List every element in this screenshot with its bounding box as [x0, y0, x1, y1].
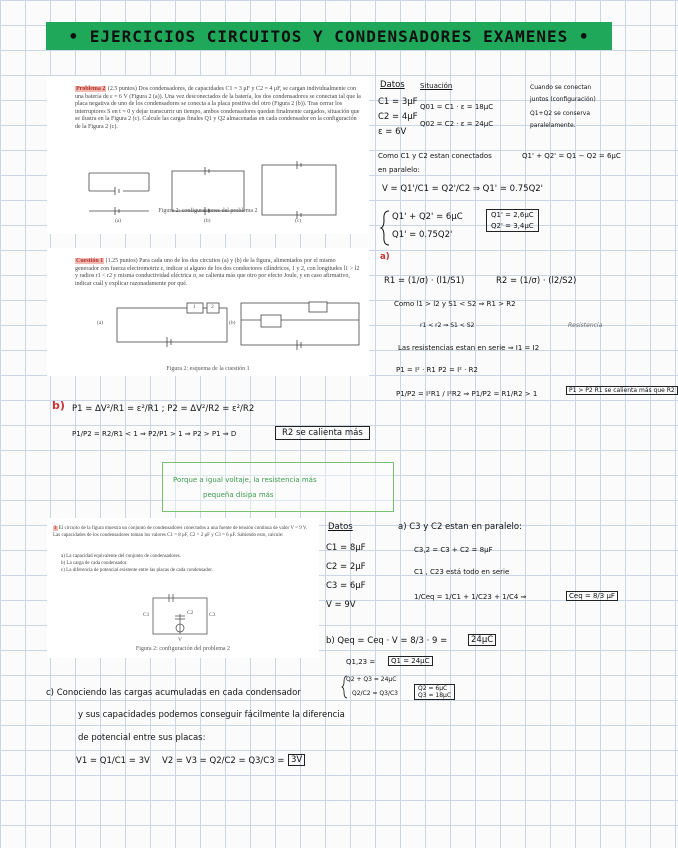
cap-label-c1: C1: [143, 612, 150, 618]
cap-label-c2: C2: [187, 610, 194, 616]
c1-compare: [394, 300, 516, 308]
situacion-q1: Q01 = C1 · ε = 18μC: [420, 103, 494, 111]
p3-a-line-1: a) C3 y C2 estan en paralelo:: [398, 522, 522, 532]
problem-2-caption: Figura 2: configuraciones del problema 2: [158, 208, 258, 214]
p3-b-line-1: b) Qeq = Ceq · V = 8/3 · 9 =: [326, 636, 448, 646]
c1-b-eq-2: P1/P2 = R2/R1 < 1 ⇒ P2/P1 > 1 ⇒ P2 > P1 ⇒ D: [72, 430, 237, 438]
p3-c-eq-2: V2 = V3 = Q2/C2 = Q3/C3 =: [162, 756, 285, 766]
p3-c-box: 3V: [288, 754, 305, 766]
datos-emf: ε = 6V: [378, 127, 407, 137]
p3-c-eq-1: V1 = Q1/C1 = 3V: [76, 756, 150, 766]
p3-c-line-2: y sus capacidades podemos conseguir fácilmente la diferencia: [78, 710, 345, 720]
datos-p3-c3: C3 = 6μF: [326, 581, 366, 591]
p3-c-line-3: de potencial entre sus placas:: [78, 733, 206, 743]
page-title: • EJERCICIOS CIRCUITOS Y CONDENSADORES EXAMENES •: [46, 22, 612, 50]
problem-3-text: El circuito de la figura muestra un conjunto de condensadores conectados a una fuente de tensión continua de valor V = 9 V. Las capacidades de los condensadores toman los valores C1 = 8 μF, C2 = 2 μF y C3 = 6 μF. Sabiendo esto, calcule:: [53, 526, 308, 538]
situacion-q2: Q02 = C2 · ε = 24μC: [420, 120, 494, 128]
datos-title-p2: Datos: [380, 80, 405, 90]
c1-ratio: P1/P2 = I²R1 / I²R2 ⇒ P1/P2 = R1/R2 > 1: [396, 390, 538, 398]
p2-sys-2: Q1' = 0.75Q2': [392, 230, 453, 240]
green-note-line-1: Porque a igual voltaje, la resistencia más: [173, 476, 317, 484]
problem-3-item-b: b) La carga de cada condensador.: [61, 561, 128, 566]
datos-p3-c2: C2 = 2μF: [326, 562, 366, 572]
datos-p3-c1: C1 = 8μF: [326, 543, 366, 553]
cuestion-1-clipping: [47, 248, 369, 376]
problem-3-tag: 3: [54, 526, 57, 531]
datos-p3-v: V = 9V: [326, 600, 356, 610]
c1-conclusion: P1 > P2 R1 se calienta más que R2: [566, 386, 678, 395]
problem-2-text: (2.5 puntos) Dos condensadores, de capacidades C1 = 3 μF y C2 = 4 μF, se cargan individualmente con una batería de ε = 6 V (Figura 2 (a)). Una vez desconectados de la batería, los dos condensadores se conectan tal que la placa negativa de uno de los condensadores se conecta a la placa positiva del otro (Figura 2 (b)). Tras cerrar los interruptores S en t = 0 y dejar transcurrir un tiempo, ambos condensadores quedan finalmente cargados, situación que se ilustra en la Figura 2 (c). Calcule las cargas finales Q1 y Q2 almacenadas en cada condensador en la configuración de la Figura 2 (c).: [75, 86, 361, 130]
conductor-label-2: 2: [211, 304, 214, 310]
problem-3-caption: Figura 2: configuración del problema 2: [135, 646, 231, 652]
p2-result-2: Q2' = 3,4μC: [491, 222, 534, 230]
cuestion-1-text: (1.25 puntos) Para cada uno de los dos circuitos (a) y (b) de la figura, alimentados por el mismo generador con fuerza electromotriz ε, indicar si alguno de los dos conductores cilíndricos, 1 y 2, con longitudes l1 > l2 y radios r1 < r2 y misma conductividad eléctrica σ, se calienta más que otro por efecto Joule, y en caso afirmativo, indicar cuál y explicar razonadamente por qué.: [75, 258, 360, 287]
brace-p2: [380, 210, 390, 246]
problem-3-item-c: c) La diferencia de potencial existente entre las placas de cada condensador.: [61, 568, 213, 573]
comment-3: paralelamente.: [530, 122, 576, 129]
figure-label-b: (b): [204, 218, 211, 224]
circuit-label-a: (a): [97, 320, 104, 326]
p2-eq-1: V = Q1'/C1 = Q2'/C2 ⇒ Q1' = 0.75Q2': [382, 184, 543, 194]
datos-c1: C1 = 3μF: [378, 97, 418, 107]
p3-a-line-4: 1/Ceq = 1/C1 + 1/C23 + 1/C4 ⇒: [414, 593, 527, 601]
green-note-box: [162, 462, 394, 512]
c1-part-a: a): [380, 252, 390, 262]
datos-c2: C2 = 4μF: [378, 112, 418, 122]
cuestion-1-tag: Cuestión 1: [76, 258, 104, 264]
p3-b-sys-1: Q2 + Q3 = 24μC: [346, 676, 397, 683]
figure-label-c: (c): [295, 218, 302, 224]
p3-b-box-2: Q1 = 24μC: [388, 656, 433, 666]
green-note-line-2: pequeña disipa más: [203, 491, 274, 499]
p3-a-line-3: C1 , C23 está todo en serie: [414, 568, 510, 576]
p2-sys-1: Q1' + Q2' = 6μC: [392, 212, 463, 222]
p2-line-2: en paralelo:: [378, 166, 420, 174]
cap-label-c3: C3: [209, 612, 216, 618]
p3-b-res-1: Q2 = 6μC: [418, 685, 448, 692]
comment-title: Cuando se conectan: [530, 84, 592, 91]
p2-result-box: [486, 209, 539, 232]
p2-result-1: Q1' = 2,6μC: [491, 211, 534, 219]
c1-annotation: Resistencia: [568, 322, 603, 329]
problem-3-circuit: [47, 518, 319, 658]
p3-a-box: Ceq = 8/3 μF: [566, 591, 618, 601]
problem-3-clipping: [47, 518, 319, 658]
p2-line-1: Como C1 y C2 estan conectados: [378, 152, 492, 160]
datos-title-p3: Datos: [328, 522, 353, 532]
c1-power: P1 = I² · R1 P2 = I² · R2: [396, 366, 478, 374]
c1-b-eq-1: P1 = ΔV²/R1 = ε²/R1 ; P2 = ΔV²/R2 = ε²/R2: [72, 404, 255, 414]
c1-compare-text: Como l1 > l2 y S1 < S2 ⇒ R1 > R2: [394, 300, 516, 308]
situacion-title: Situación: [420, 82, 453, 90]
p3-b-sys-2: Q2/C2 = Q3/C3: [352, 690, 398, 697]
circuit-label-b: (b): [229, 320, 236, 326]
problem-3-item-a: a) La capacidad equivalente del conjunto de condensadores.: [61, 554, 181, 559]
p3-b-res-2: Q3 = 18μC: [418, 692, 452, 699]
figure-label-a: (a): [115, 218, 122, 224]
brace-p3: [342, 675, 348, 699]
comment-1: juntos (configuración): [530, 96, 596, 103]
p3-b-line-2: Q1,23 =: [346, 658, 376, 666]
problem-2-tag: Problema 2: [76, 86, 106, 92]
c1-radii: r1 < r2 ⇒ S1 < S2: [420, 322, 475, 329]
c1-part-b: b): [52, 399, 65, 412]
p3-b-result-box: [414, 684, 455, 700]
comment-2: Q1+Q2 se conserva: [530, 110, 591, 117]
p3-a-line-2: C3,2 = C3 + C2 = 8μF: [414, 546, 493, 554]
c1-r1: R1 = (1/σ) · (l1/S1): [384, 276, 465, 286]
c1-b-result-box: R2 se calienta más: [275, 426, 370, 440]
c1-r2: R2 = (1/σ) · (l2/S2): [496, 276, 577, 286]
source-label-v: V: [178, 637, 182, 643]
p3-c-line-1: c) Conociendo las cargas acumuladas en cada condensador: [46, 688, 301, 698]
cuestion-1-caption: Figura 2: esquema de la cuestión 1: [166, 366, 250, 372]
c1-series: Las resistencias estan en serie ⇒ I1 = I2: [398, 344, 540, 352]
p2-line-1b: Q1' + Q2' = Q1 − Q2 = 6μC: [522, 152, 621, 160]
conductor-label-1: 1: [193, 304, 196, 310]
cuestion-1-circuits: [47, 248, 369, 376]
p3-b-box-1: 24μC: [468, 634, 496, 646]
